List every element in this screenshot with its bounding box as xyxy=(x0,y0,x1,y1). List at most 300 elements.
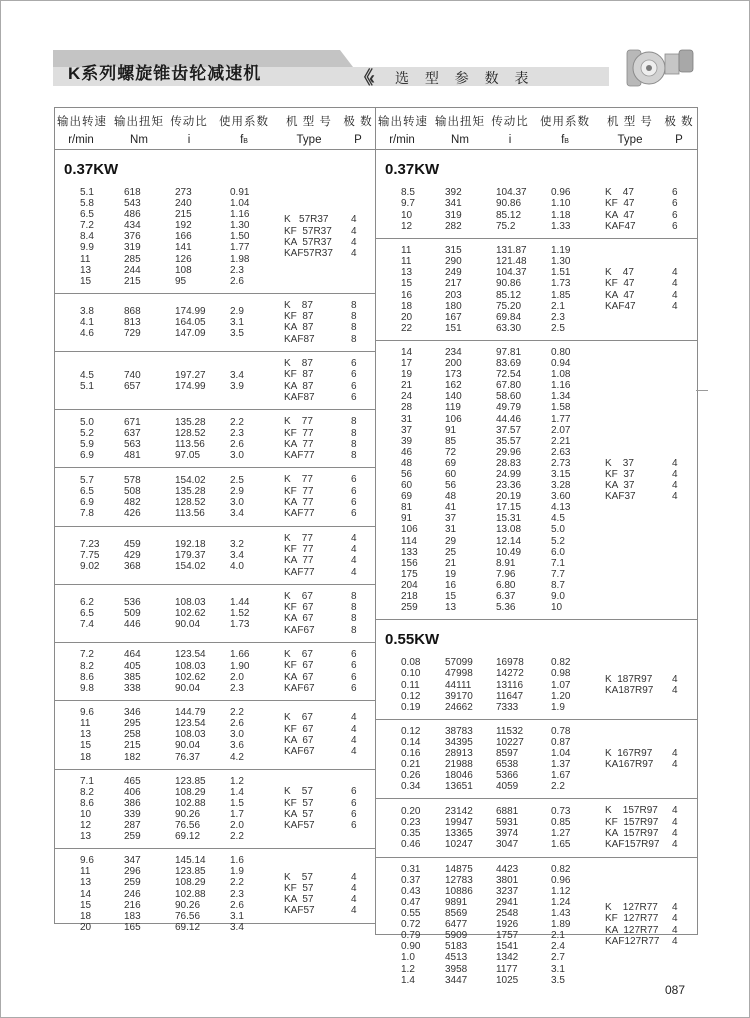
model-type-row xyxy=(284,746,370,757)
speed-value: 0.08 xyxy=(401,657,421,669)
ratio-value: 5.36 xyxy=(496,602,516,614)
factor-value: 1.08 xyxy=(551,369,571,381)
model-type: KAF127R77 xyxy=(605,935,660,947)
factor-value: 2.3 xyxy=(230,427,244,439)
ratio-value: 12.14 xyxy=(496,535,522,547)
model-type: KA187R97 xyxy=(605,685,654,697)
speed-value: 6.5 xyxy=(80,607,94,619)
speed-value: 7.75 xyxy=(80,549,100,561)
speed-value: 10 xyxy=(401,209,413,221)
pole-count: 4 xyxy=(672,266,678,278)
torque-value: 563 xyxy=(124,438,141,450)
pole-count: 4 xyxy=(351,882,357,894)
pole-count: 6 xyxy=(351,820,357,832)
table-row xyxy=(55,831,375,842)
pole-count: 6 xyxy=(351,369,357,381)
table-row xyxy=(376,414,697,425)
speed-value: 259 xyxy=(401,602,418,614)
column-header-speed-unit xyxy=(378,133,426,148)
model-type-row xyxy=(605,458,691,469)
model-type: K 37 xyxy=(605,457,634,469)
table-row xyxy=(376,770,697,781)
ratio-value: 102.88 xyxy=(175,797,206,809)
ratio-value: 72.54 xyxy=(496,369,522,381)
model-type-list xyxy=(284,786,370,831)
pole-count: 4 xyxy=(672,278,678,290)
speed-value: 7.1 xyxy=(80,775,94,787)
ratio-value: 240 xyxy=(175,198,192,210)
model-type: K 157R97 xyxy=(605,805,658,817)
factor-value: 1.2 xyxy=(230,775,244,787)
ratio-value: 104.37 xyxy=(496,267,527,279)
pole-count: 4 xyxy=(672,289,678,301)
table-row xyxy=(376,547,697,558)
torque-value: 15 xyxy=(445,591,457,603)
speed-value: 28 xyxy=(401,402,413,414)
factor-value: 3.0 xyxy=(230,729,244,741)
ratio-value: 16978 xyxy=(496,657,524,669)
table-row xyxy=(55,276,375,287)
factor-value: 1.16 xyxy=(551,380,571,392)
model-type-row xyxy=(605,925,691,936)
column-header-ratio-unit xyxy=(167,133,211,148)
torque-value: 405 xyxy=(124,660,141,672)
pole-count: 6 xyxy=(351,649,357,661)
table-row xyxy=(376,347,697,358)
torque-value: 508 xyxy=(124,485,141,497)
pole-count: 6 xyxy=(351,474,357,486)
model-type-row xyxy=(605,278,691,289)
factor-value: 9.0 xyxy=(551,591,565,603)
model-type-row xyxy=(284,591,370,602)
table-row xyxy=(376,380,697,391)
torque-value: 509 xyxy=(124,607,141,619)
ratio-value: 6538 xyxy=(496,759,519,771)
model-type-row xyxy=(284,416,370,427)
model-type: KF 57 xyxy=(284,882,314,894)
factor-value: 4.5 xyxy=(551,513,565,525)
factor-value: 2.0 xyxy=(230,671,244,683)
factor-value: 1.89 xyxy=(551,919,571,931)
pole-count: 6 xyxy=(351,786,357,798)
column-header-speed-cn: 输出转速 xyxy=(57,116,107,128)
speed-value: 12 xyxy=(401,220,413,232)
torque-value: 295 xyxy=(124,718,141,730)
model-type-row xyxy=(284,894,370,905)
factor-value: 1.73 xyxy=(230,618,250,630)
ratio-value: 69.12 xyxy=(175,921,201,933)
torque-value: 85 xyxy=(445,435,457,447)
factor-value: 8.7 xyxy=(551,579,565,591)
table-row xyxy=(376,569,697,580)
ratio-value: 90.04 xyxy=(175,740,201,752)
model-type-row xyxy=(284,555,370,566)
ratio-value: 123.54 xyxy=(175,649,206,661)
table-row xyxy=(376,657,697,668)
speed-value: 9.6 xyxy=(80,707,94,719)
speed-value: 46 xyxy=(401,446,413,458)
torque-value: 234 xyxy=(445,346,462,358)
torque-value: 637 xyxy=(124,427,141,439)
factor-value: 3.5 xyxy=(551,974,565,986)
ratio-value: 1177 xyxy=(496,963,518,975)
torque-value: 167 xyxy=(445,311,462,323)
table-row xyxy=(376,312,697,323)
model-type-row xyxy=(605,759,691,770)
speed-value: 21 xyxy=(401,380,413,392)
model-type-list xyxy=(605,458,691,503)
model-type: K 67 xyxy=(284,712,313,724)
triple-left-chevron-icon: 《‹ xyxy=(355,68,371,88)
model-type: KAF87 xyxy=(284,391,315,403)
speed-value: 5.8 xyxy=(80,198,94,210)
torque-value: 19 xyxy=(445,568,457,580)
table-row xyxy=(376,358,697,369)
model-type: KAF67 xyxy=(284,682,315,694)
ratio-value: 113.56 xyxy=(175,508,205,520)
ratio-value: 166 xyxy=(175,231,192,243)
torque-value: 446 xyxy=(124,618,141,630)
model-type-row xyxy=(284,381,370,392)
model-type-row xyxy=(284,248,370,259)
unit-text: Nm xyxy=(451,134,469,146)
model-type: KF 77 xyxy=(284,543,314,555)
column-header-factor-cn: 使用系数 xyxy=(219,116,269,128)
model-group xyxy=(55,467,375,525)
table-row xyxy=(376,245,697,256)
model-type-list xyxy=(284,416,370,461)
ratio-value: 108.03 xyxy=(175,729,206,741)
ratio-value: 4423 xyxy=(496,863,519,875)
model-type-row xyxy=(284,883,370,894)
factor-value: 1.50 xyxy=(230,231,250,243)
factor-value: 3.4 xyxy=(230,508,244,520)
model-group xyxy=(55,351,375,409)
factor-value: 2.2 xyxy=(230,416,244,428)
torque-value: 37 xyxy=(445,513,457,525)
model-group xyxy=(376,798,697,856)
unit-text: i xyxy=(187,134,191,146)
model-type: KAF47 xyxy=(605,300,636,312)
speed-value: 0.12 xyxy=(401,690,421,702)
ratio-value: 154.02 xyxy=(175,474,206,486)
speed-value: 0.55 xyxy=(401,908,421,920)
factor-value: 1.65 xyxy=(551,839,571,851)
torque-value: 44111 xyxy=(445,679,472,691)
speed-value: 6.2 xyxy=(80,596,94,608)
model-type-row xyxy=(605,902,691,913)
pole-count: 8 xyxy=(351,590,357,602)
model-group xyxy=(55,848,375,939)
model-type: KAF87 xyxy=(284,333,315,345)
factor-value: 2.2 xyxy=(551,781,565,793)
model-group xyxy=(55,700,375,769)
model-type-list xyxy=(284,712,370,757)
model-group xyxy=(376,181,697,238)
speed-value: 7.4 xyxy=(80,618,94,630)
speed-value: 0.35 xyxy=(401,828,421,840)
model-group xyxy=(55,181,375,293)
model-type-row xyxy=(605,748,691,759)
factor-value: 0.73 xyxy=(551,805,571,817)
pole-count: 4 xyxy=(351,248,357,260)
speed-value: 1.0 xyxy=(401,952,415,964)
speed-value: 8.2 xyxy=(80,786,94,798)
model-type: K 77 xyxy=(284,416,313,428)
torque-value: 21988 xyxy=(445,759,473,771)
column-header-speed-cn: 输出转速 xyxy=(378,116,428,128)
pole-count: 6 xyxy=(672,187,678,198)
ratio-value: 76.37 xyxy=(175,751,201,763)
factor-value: 0.82 xyxy=(551,863,571,875)
model-type-row xyxy=(284,226,370,237)
pole-count: 4 xyxy=(672,805,678,817)
model-type: KAF57R37 xyxy=(284,248,333,260)
pole-count: 4 xyxy=(351,236,357,248)
speed-value: 8.6 xyxy=(80,671,94,683)
torque-value: 217 xyxy=(445,278,462,290)
speed-value: 5.2 xyxy=(80,427,94,439)
ratio-value: 90.04 xyxy=(175,682,201,694)
torque-value: 729 xyxy=(124,328,141,340)
model-type-row xyxy=(284,602,370,613)
column-header-poles-cn: 极 数 xyxy=(343,116,373,128)
model-type: KA 67 xyxy=(284,734,314,746)
pole-count: 6 xyxy=(672,220,678,232)
ratio-value: 121.48 xyxy=(496,256,527,268)
pole-count: 4 xyxy=(672,673,678,685)
factor-value: 1.77 xyxy=(230,242,250,254)
model-type: KF 157R97 xyxy=(605,816,659,828)
speed-value: 8.6 xyxy=(80,797,94,809)
factor-value: 1.9 xyxy=(230,866,244,878)
model-type-row xyxy=(605,301,691,312)
model-type: KA 77 xyxy=(284,555,314,567)
model-type-row xyxy=(284,872,370,883)
model-group xyxy=(55,526,375,584)
factor-value: 1.19 xyxy=(551,245,571,257)
model-type: KA 127R77 xyxy=(605,924,659,936)
factor-value: 3.4 xyxy=(230,369,244,381)
torque-value: 165 xyxy=(124,921,141,933)
model-type-row xyxy=(284,683,370,694)
speed-value: 14 xyxy=(80,888,92,900)
model-type: KA 87 xyxy=(284,322,314,334)
speed-value: 0.90 xyxy=(401,941,421,953)
model-type: KA 77 xyxy=(284,438,314,450)
ratio-value: 102.62 xyxy=(175,671,206,683)
pole-count: 8 xyxy=(351,438,357,450)
unit-subscript: B xyxy=(243,138,248,145)
model-group xyxy=(376,238,697,340)
model-type-row xyxy=(284,369,370,380)
pole-count: 4 xyxy=(672,747,678,759)
model-type: KAF47 xyxy=(605,220,636,232)
ratio-value: 90.86 xyxy=(496,198,522,210)
torque-value: 12783 xyxy=(445,874,473,886)
model-type: KA 57 xyxy=(284,808,314,820)
torque-value: 3958 xyxy=(445,963,468,975)
speed-value: 5.0 xyxy=(80,416,94,428)
factor-value: 1.77 xyxy=(551,413,571,425)
model-type-row xyxy=(284,905,370,916)
torque-value: 14875 xyxy=(445,863,473,875)
torque-value: 459 xyxy=(124,538,141,550)
speed-value: 0.10 xyxy=(401,668,421,680)
torque-value: 6477 xyxy=(445,919,468,931)
model-type-row xyxy=(284,450,370,461)
model-type-row xyxy=(284,649,370,660)
speed-value: 11 xyxy=(80,718,91,730)
speed-value: 0.79 xyxy=(401,930,421,942)
factor-value: 3.5 xyxy=(230,328,244,340)
ratio-value: 145.14 xyxy=(175,855,206,867)
model-type-row xyxy=(284,300,370,311)
table-row xyxy=(376,602,697,613)
torque-value: 200 xyxy=(445,358,462,370)
factor-value: 3.0 xyxy=(230,449,244,461)
ratio-value: 24.99 xyxy=(496,469,522,481)
torque-value: 368 xyxy=(124,560,141,572)
model-type-row xyxy=(284,625,370,636)
model-type-row xyxy=(284,392,370,403)
pole-count: 4 xyxy=(672,913,678,925)
model-type-row xyxy=(284,735,370,746)
factor-value: 1.30 xyxy=(551,256,571,268)
ratio-value: 13116 xyxy=(496,679,524,691)
model-group xyxy=(55,584,375,642)
factor-value: 1.20 xyxy=(551,690,571,702)
torque-value: 34395 xyxy=(445,736,473,748)
page-title: K系列螺旋锥齿轮减速机 xyxy=(68,64,262,83)
ratio-value: 95 xyxy=(175,275,187,287)
ratio-value: 6.37 xyxy=(496,591,516,603)
speed-value: 11 xyxy=(401,245,412,257)
model-type: KA 157R97 xyxy=(605,828,659,840)
ratio-value: 69.84 xyxy=(496,311,522,323)
speed-value: 175 xyxy=(401,568,418,580)
speed-value: 156 xyxy=(401,557,418,569)
speed-value: 0.31 xyxy=(401,863,421,875)
ratio-value: 67.80 xyxy=(496,380,522,392)
factor-value: 3.6 xyxy=(230,740,244,752)
speed-value: 1.2 xyxy=(401,963,415,975)
torque-value: 813 xyxy=(124,316,141,328)
pole-count: 4 xyxy=(672,828,678,840)
ratio-value: 44.46 xyxy=(496,413,522,425)
model-type-row xyxy=(605,839,691,850)
speed-value: 11 xyxy=(80,253,91,265)
speed-value: 7.8 xyxy=(80,508,94,520)
factor-value: 1.85 xyxy=(551,289,571,301)
model-type: K 67 xyxy=(284,590,313,602)
model-type: K 57 xyxy=(284,871,313,883)
unit-subscript: B xyxy=(564,138,569,145)
model-type: K 57 xyxy=(284,786,313,798)
torque-value: 140 xyxy=(445,391,462,403)
factor-value: 2.3 xyxy=(551,311,565,323)
column-header-speed-unit xyxy=(57,133,105,148)
table-row xyxy=(376,952,697,963)
torque-value: 346 xyxy=(124,707,141,719)
speed-value: 0.21 xyxy=(401,759,421,771)
ratio-value: 7.96 xyxy=(496,568,516,580)
ratio-value: 108.03 xyxy=(175,660,206,672)
torque-value: 536 xyxy=(124,596,141,608)
ratio-value: 10.49 xyxy=(496,546,522,558)
table-row xyxy=(376,781,697,792)
speed-value: 15 xyxy=(80,899,92,911)
torque-value: 56 xyxy=(445,480,457,492)
column-header-factor-unit xyxy=(215,133,273,149)
power-rating-heading: 0.37KW xyxy=(385,161,440,178)
model-type: K 67 xyxy=(284,649,313,661)
factor-value: 0.98 xyxy=(551,668,571,680)
margin-tick xyxy=(696,390,708,391)
pole-count: 6 xyxy=(351,380,357,392)
speed-value: 0.43 xyxy=(401,885,421,897)
column-header-poles-cn: 极 数 xyxy=(664,116,694,128)
speed-value: 4.5 xyxy=(80,369,94,381)
factor-value: 2.3 xyxy=(230,682,244,694)
pole-count: 8 xyxy=(351,427,357,439)
speed-value: 6.5 xyxy=(80,209,94,221)
column-header-torque xyxy=(113,115,165,148)
factor-value: 1.30 xyxy=(230,220,250,232)
column-header-torque xyxy=(434,115,486,148)
unit-text: f xyxy=(240,134,244,146)
factor-value: 1.67 xyxy=(551,770,571,782)
factor-value: 7.1 xyxy=(551,557,565,569)
model-group xyxy=(376,340,697,619)
model-type-row xyxy=(284,809,370,820)
table-row xyxy=(376,964,697,975)
page-number: 087 xyxy=(665,983,686,997)
factor-value: 1.6 xyxy=(230,855,244,867)
torque-value: 203 xyxy=(445,289,462,301)
model-group xyxy=(376,651,697,719)
ratio-value: 108.29 xyxy=(175,877,206,889)
table-row xyxy=(376,864,697,875)
unit-text: f xyxy=(561,134,565,146)
torque-value: 671 xyxy=(124,416,141,428)
model-type: KF 127R77 xyxy=(605,913,659,925)
model-type: KA 77 xyxy=(284,497,314,509)
factor-value: 3.4 xyxy=(230,921,244,933)
table-row xyxy=(376,524,697,535)
model-type: KA 57R37 xyxy=(284,236,332,248)
pole-count: 4 xyxy=(351,871,357,883)
model-type-list xyxy=(284,591,370,636)
speed-value: 6.9 xyxy=(80,449,94,461)
model-type-row xyxy=(284,322,370,333)
pole-count: 4 xyxy=(672,685,678,697)
speed-value: 15 xyxy=(401,278,413,290)
ratio-value: 6.80 xyxy=(496,579,516,591)
model-type-row xyxy=(284,613,370,624)
speed-value: 14 xyxy=(401,346,413,358)
model-group xyxy=(55,642,375,700)
torque-value: 578 xyxy=(124,474,141,486)
model-group xyxy=(376,719,697,799)
factor-value: 1.44 xyxy=(230,596,250,608)
pole-count: 8 xyxy=(351,450,357,462)
speed-value: 1.4 xyxy=(401,974,415,986)
model-type-row xyxy=(605,198,691,209)
torque-value: 392 xyxy=(445,187,462,199)
torque-value: 338 xyxy=(124,682,141,694)
model-type-row xyxy=(605,817,691,828)
